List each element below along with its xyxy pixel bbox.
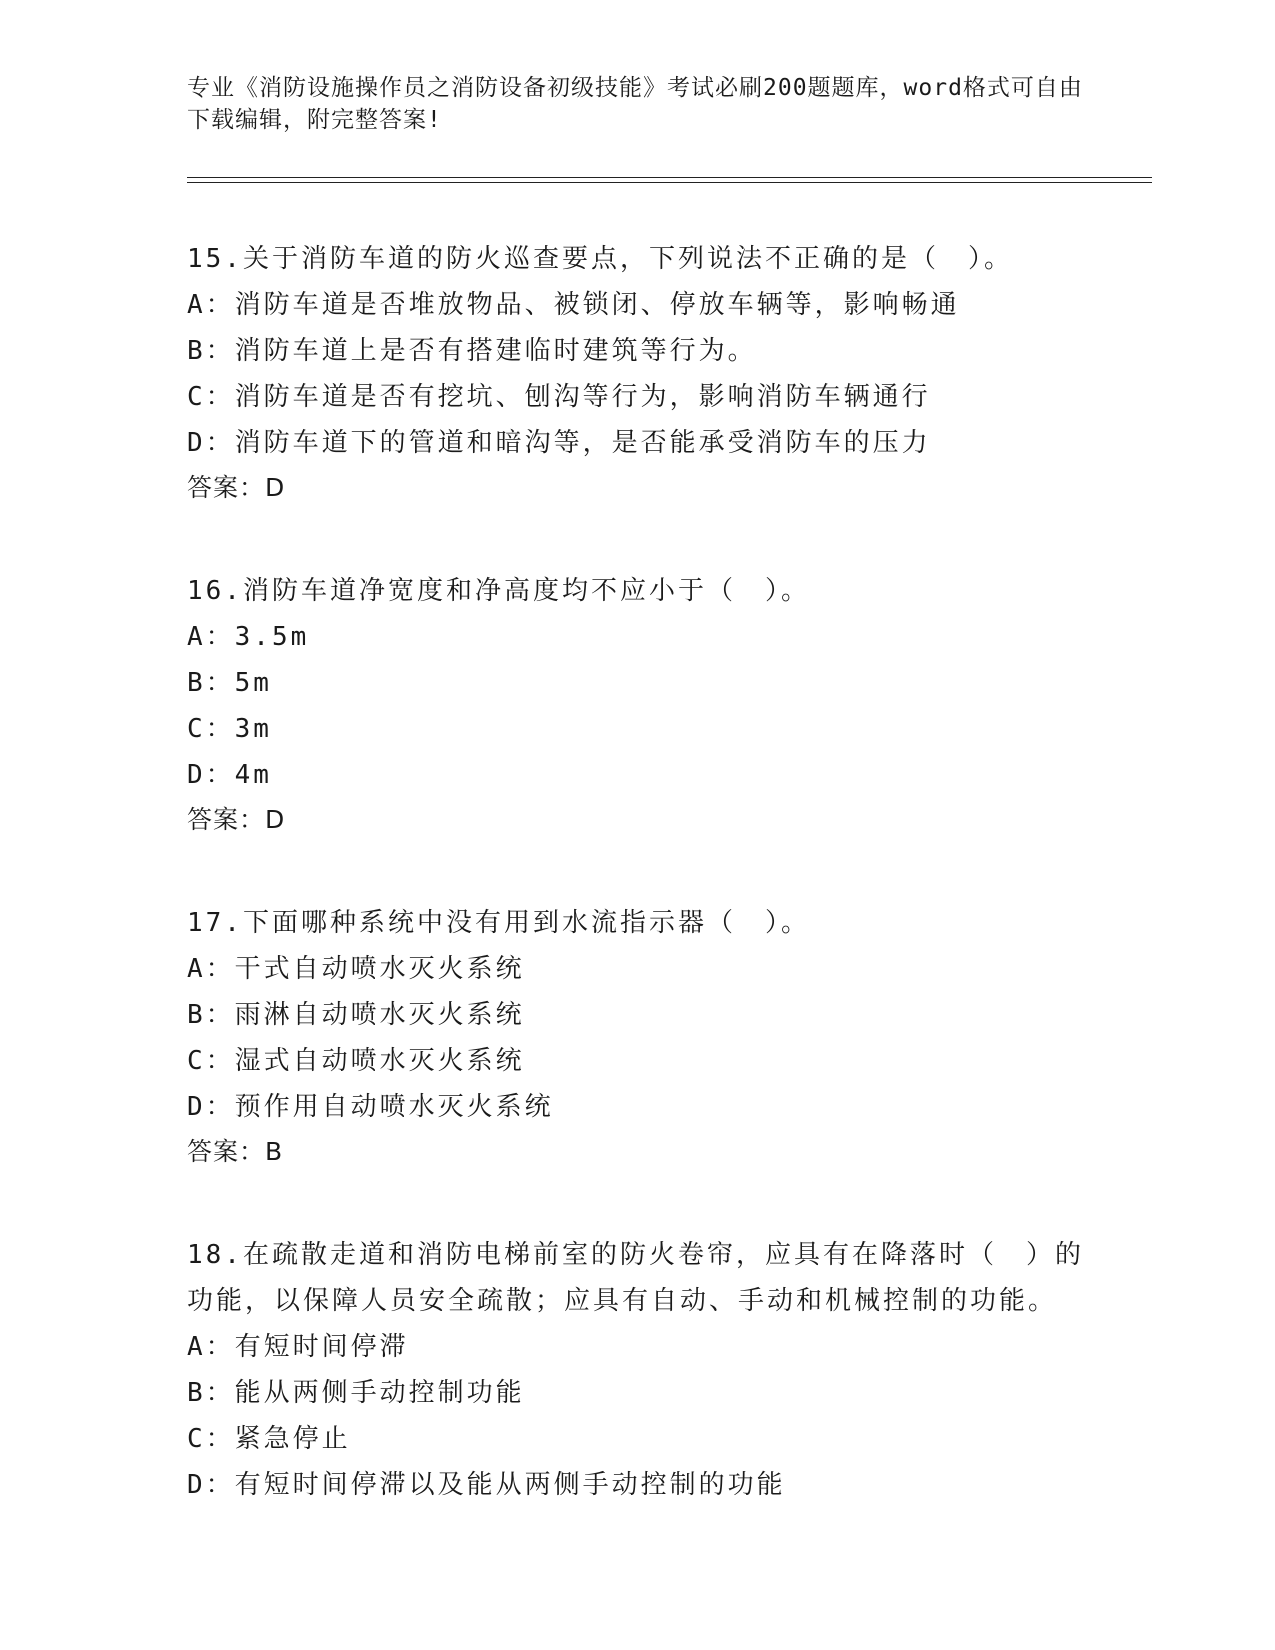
option-b: B：5m [187,668,272,698]
question-stem: 17.下面哪种系统中没有用到水流指示器（ ）。 [187,908,810,938]
answer: 答案：D [187,473,286,502]
question-18 [187,1232,1087,1508]
option-a: A：3.5m [187,622,310,652]
option-d: D：有短时间停滞以及能从两侧手动控制的功能 [187,1470,786,1500]
question-list [187,236,1087,1566]
header-rule-top [187,177,1152,178]
option-b: B：能从两侧手动控制功能 [187,1378,525,1408]
header-rule-bottom [187,182,1152,183]
option-b: B：消防车道上是否有搭建临时建筑等行为。 [187,336,757,366]
question-stem: 16.消防车道净宽度和净高度均不应小于（ ）。 [187,576,810,606]
option-c: C：3m [187,714,272,744]
answer: 答案：D [187,805,286,834]
option-a: A：有短时间停滞 [187,1332,409,1362]
question-stem: 18.在疏散走道和消防电梯前室的防火卷帘，应具有在降落时（ ）的功能，以保障人员安全疏散；应具有自动、手动和机械控制的功能。 [187,1240,1084,1316]
option-d: D：4m [187,760,272,790]
option-b: B：雨淋自动喷水灭火系统 [187,1000,525,1030]
question-17 [187,900,1087,1174]
option-a: A：消防车道是否堆放物品、被锁闭、停放车辆等，影响畅通 [187,290,960,320]
option-a: A：干式自动喷水灭火系统 [187,954,525,984]
option-c: C：湿式自动喷水灭火系统 [187,1046,525,1076]
answer: 答案：B [187,1137,284,1166]
option-d: D：预作用自动喷水灭火系统 [187,1092,554,1122]
question-15 [187,236,1087,510]
option-d: D：消防车道下的管道和暗沟等，是否能承受消防车的压力 [187,428,931,458]
question-16 [187,568,1087,842]
document-header: 专业《消防设施操作员之消防设备初级技能》考试必刷200题题库，word格式可自由下载编辑，附完整答案! [187,75,1083,133]
question-stem: 15.关于消防车道的防火巡查要点，下列说法不正确的是（ ）。 [187,244,1013,274]
option-c: C：紧急停止 [187,1424,351,1454]
option-c: C：消防车道是否有挖坑、刨沟等行为，影响消防车辆通行 [187,382,931,412]
